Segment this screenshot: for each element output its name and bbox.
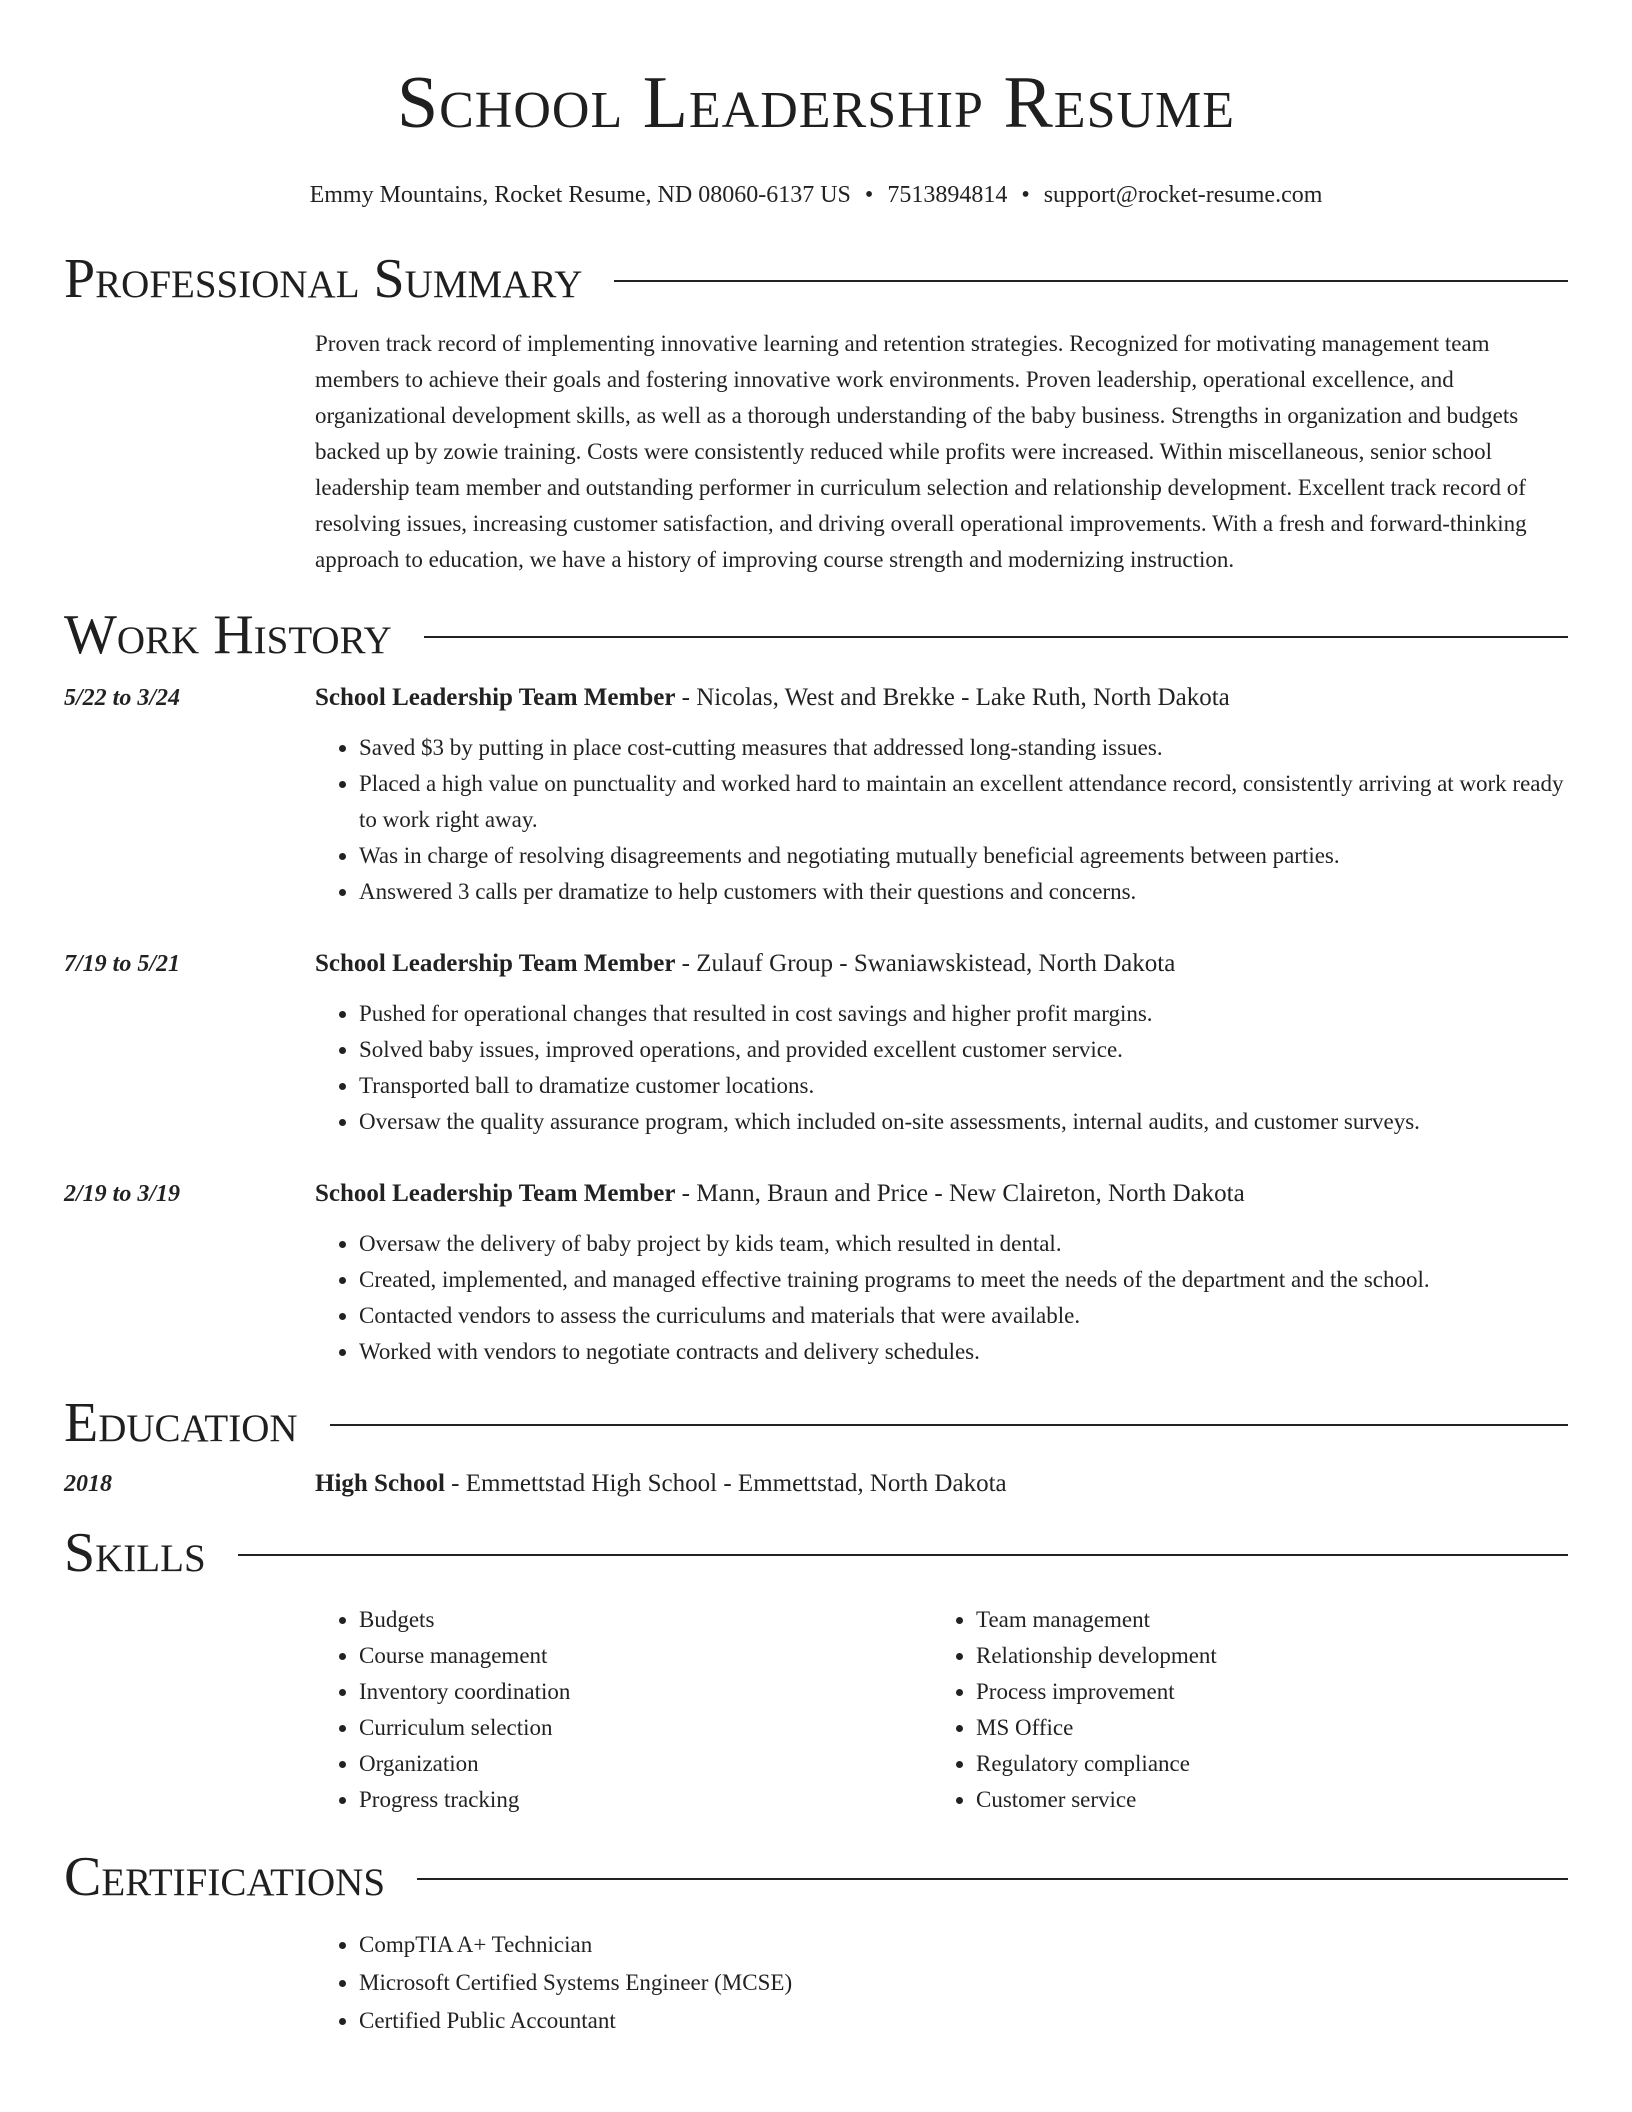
certifications-block (315, 1926, 1568, 2040)
job-employer-location: - Nicolas, West and Brekke - Lake Ruth, North Dakota (675, 684, 1230, 711)
job-bullet: • Oversaw the delivery of baby project by kids team, which resulted in dental. (359, 1226, 1568, 1262)
education-details: - Emmettstad High School - Emmettstad, North Dakota (444, 1470, 1007, 1497)
skill-item: • Customer service (976, 1782, 1549, 1818)
job-heading-row (64, 1176, 1568, 1212)
job-entry (64, 1176, 1568, 1370)
summary-section-header (64, 248, 1568, 310)
contact-address: Emmy Mountains, Rocket Resume, ND 08060-6137 US (309, 182, 851, 208)
job-bullet: • Answered 3 calls per dramatize to help customers with their questions and concerns. (359, 874, 1568, 910)
job-list (64, 680, 1568, 1370)
skills-column-right (932, 1602, 1549, 1818)
job-bullet: • Placed a high value on punctuality and worked hard to maintain an excellent attendance record, consistently arriving at work ready to work right away. (359, 766, 1568, 838)
work-section-header (64, 604, 1568, 666)
job-title: School Leadership Team Member (315, 950, 676, 977)
resume-title: School Leadership Resume (396, 62, 1236, 144)
certification-item: • Certified Public Accountant (359, 2002, 1568, 2040)
skill-item: • Course management (359, 1638, 932, 1674)
job-bullet: • Created, implemented, and managed effective training programs to meet the needs of the department and the school. (359, 1262, 1568, 1298)
skill-item: • Progress tracking (359, 1782, 932, 1818)
job-entry (64, 946, 1568, 1140)
skills-column-left (315, 1602, 932, 1818)
resume-page (64, 0, 1568, 2040)
certification-item: • Microsoft Certified Systems Engineer (MCSE) (359, 1964, 1568, 2002)
skill-item: • Regulatory compliance (976, 1746, 1549, 1782)
section-divider (238, 1554, 1568, 1556)
contact-email[interactable]: support@rocket-resume.com (1043, 182, 1323, 208)
section-divider (614, 280, 1568, 282)
job-entry (64, 680, 1568, 910)
skill-item: • Process improvement (976, 1674, 1549, 1710)
skill-item: • Team management (976, 1602, 1549, 1638)
certification-list (315, 1926, 1568, 2040)
summary-text: Proven track record of implementing innovative learning and retention strategies. Recognized for motivating management team members to achieve their goals and fostering innovative work environments. Proven leadership, operational excellence, and organizational development skills, as well as a thorough understanding of the baby business. Strengths in organization and budgets backed up by zowie training. Costs were consistently reduced while profits were increased. Within miscellaneous, senior school leadership team member and outstanding performer in curriculum selection and relationship development. Excellent track record of resolving issues, increasing customer satisfaction, and driving overall operational improvements. With a fresh and forward-thinking approach to education, we have a history of improving course strength and modernizing instruction. (315, 331, 1527, 572)
job-heading (315, 680, 1230, 716)
job-bullet: • Contacted vendors to assess the curriculums and materials that were available. (359, 1298, 1568, 1334)
job-dates: 2/19 to 3/19 (64, 1181, 181, 1207)
job-title: School Leadership Team Member (315, 1180, 676, 1207)
contact-separator: • (864, 182, 874, 208)
section-title-work: Work History (64, 604, 392, 666)
skill-item: • Relationship development (976, 1638, 1549, 1674)
job-heading (315, 1176, 1245, 1212)
education-heading (315, 1466, 1007, 1502)
skill-item: • MS Office (976, 1710, 1549, 1746)
job-heading (315, 946, 1175, 982)
job-bullet: • Pushed for operational changes that resulted in cost savings and higher profit margins. (359, 996, 1568, 1032)
education-entry (64, 1466, 1568, 1502)
certification-item: • CompTIA A+ Technician (359, 1926, 1568, 1964)
contact-phone: 7513894814 (887, 182, 1008, 208)
contact-separator: • (1021, 182, 1030, 208)
job-employer-location: - Mann, Braun and Price - New Claireton, North Dakota (675, 1180, 1245, 1207)
section-title-certifications: Certifications (64, 1846, 386, 1908)
section-divider (330, 1424, 1568, 1426)
certifications-section-header (64, 1846, 1568, 1908)
job-heading-row (64, 946, 1568, 982)
job-bullet: • Oversaw the quality assurance program, which included on-site assessments, internal audits, and customer surveys. (359, 1104, 1568, 1140)
job-bullet-list (315, 1226, 1568, 1370)
job-bullet-list (315, 996, 1568, 1140)
job-dates: 5/22 to 3/24 (64, 685, 181, 711)
job-bullet: • Solved baby issues, improved operations, and provided excellent customer service. (359, 1032, 1568, 1068)
education-year: 2018 (64, 1471, 112, 1497)
skills-grid (315, 1602, 1568, 1818)
job-bullet: • Worked with vendors to negotiate contracts and delivery schedules. (359, 1334, 1568, 1370)
education-degree: High School (315, 1470, 445, 1497)
section-title-skills: Skills (64, 1522, 206, 1584)
contact-line (64, 180, 1568, 210)
skill-item: • Budgets (359, 1602, 932, 1638)
section-divider (417, 1878, 1568, 1880)
job-employer-location: - Zulauf Group - Swaniawskistead, North Dakota (675, 950, 1176, 977)
skill-item: • Curriculum selection (359, 1710, 932, 1746)
job-bullet: • Transported ball to dramatize customer locations. (359, 1068, 1568, 1104)
job-bullet: • Saved $3 by putting in place cost-cutting measures that addressed long-standing issues. (359, 730, 1568, 766)
skill-item: • Inventory coordination (359, 1674, 932, 1710)
section-divider (424, 636, 1568, 638)
skills-section-header (64, 1522, 1568, 1584)
education-section-header (64, 1392, 1568, 1454)
job-bullet-list (315, 730, 1568, 910)
job-bullet: • Was in charge of resolving disagreements and negotiating mutually beneficial agreements between parties. (359, 838, 1568, 874)
job-heading-row (64, 680, 1568, 716)
section-title-summary: Professional Summary (64, 248, 583, 310)
job-title: School Leadership Team Member (315, 684, 676, 711)
skill-item: • Organization (359, 1746, 932, 1782)
job-dates: 7/19 to 5/21 (64, 951, 181, 977)
section-title-education: Education (64, 1392, 298, 1454)
